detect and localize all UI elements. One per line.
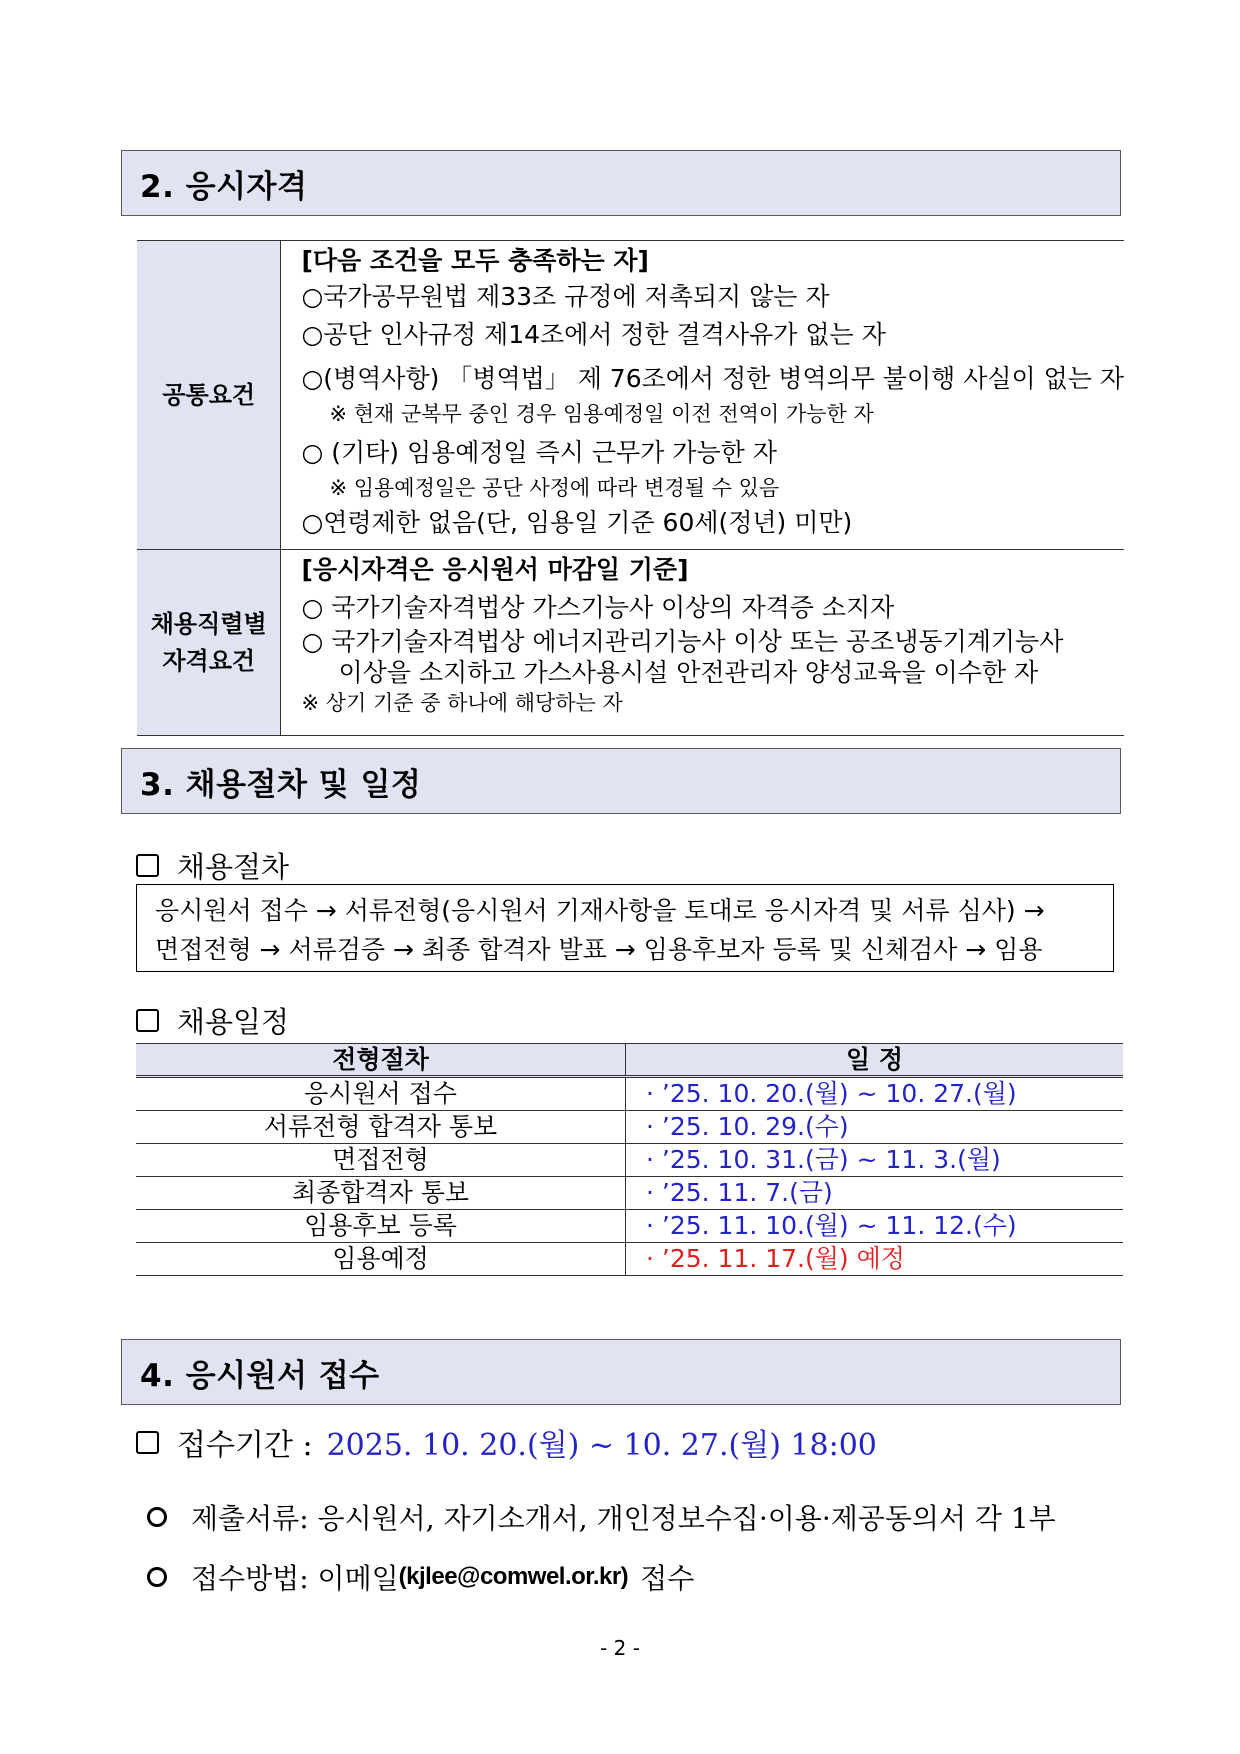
schedule-date: · ’25. 11. 7.(금): [626, 1177, 1124, 1210]
table-row: [136, 1210, 1123, 1243]
schedule-step: 면접전형: [136, 1144, 626, 1177]
schedule-date: · ’25. 10. 29.(수): [626, 1111, 1124, 1144]
table-row: [136, 1077, 1123, 1111]
application-method-prefix: 접수방법: 이메일: [191, 1562, 399, 1595]
procedure-box: [136, 884, 1114, 972]
schedule-step: 서류전형 합격자 통보: [136, 1111, 626, 1144]
common-requirements-row: [137, 241, 1124, 550]
table-row: [136, 1243, 1123, 1276]
job-note: ※ 상기 기준 중 하나에 해당하는 자: [301, 691, 623, 715]
application-method-suffix: 접수: [640, 1562, 695, 1595]
schedule-step: 임용예정: [136, 1243, 626, 1276]
checkbox-icon: [136, 854, 159, 877]
table-row: [136, 1111, 1123, 1144]
common-note: ※ 현재 군복무 중인 경우 임용예정일 이전 전역이 가능한 자: [329, 402, 874, 426]
qualification-table: [137, 240, 1124, 736]
section-3-header: [121, 748, 1121, 814]
common-item: ○국가공무원법 제33조 규정에 저촉되지 않는 자: [301, 282, 830, 311]
job-requirements-label-line2: 자격요건: [162, 646, 256, 675]
schedule-table: [136, 1043, 1123, 1276]
application-period-label: 접수기간 :: [177, 1428, 313, 1463]
job-requirements-label: [137, 550, 281, 736]
common-item: ○ (기타) 임용예정일 즉시 근무가 가능한 자: [301, 438, 777, 467]
schedule-header-date: 일 정: [626, 1044, 1124, 1077]
schedule-date: · ’25. 10. 20.(월) ~ 10. 27.(월): [626, 1077, 1124, 1111]
schedule-step: 응시원서 접수: [136, 1077, 626, 1111]
section-4-title: 4. 응시원서 접수: [140, 1357, 380, 1394]
table-row: [136, 1144, 1123, 1177]
job-requirements-label-line1: 채용직렬별: [150, 609, 267, 638]
application-period: [136, 1420, 877, 1464]
schedule-heading: [136, 1000, 289, 1041]
procedure-line: 면접전형 → 서류검증 → 최종 합격자 발표 → 임용후보자 등록 및 신체검사 → 임용: [155, 935, 1043, 964]
schedule-date: · ’25. 10. 31.(금) ~ 11. 3.(월): [626, 1144, 1124, 1177]
circle-bullet-icon: [147, 1567, 167, 1587]
procedure-line: 응시원서 접수 → 서류전형(응시원서 기재사항을 토대로 응시자격 및 서류 심사) →: [155, 896, 1045, 925]
application-email-link[interactable]: (kjlee@comwel.or.kr): [398, 1563, 629, 1590]
common-note: ※ 임용예정일은 공단 사정에 따라 변경될 수 있음: [329, 476, 780, 500]
common-requirements-heading: [다음 조건을 모두 충족하는 자]: [301, 246, 649, 275]
common-requirements-label: 공통요건: [137, 241, 281, 550]
application-period-value: 2025. 10. 20.(월) ~ 10. 27.(월) 18:00: [326, 1428, 877, 1463]
section-3-title: 3. 채용절차 및 일정: [140, 766, 422, 803]
circle-bullet-icon: [147, 1507, 167, 1527]
common-requirements-content: [281, 241, 1124, 550]
job-item: ○ 국가기술자격법상 에너지관리기능사 이상 또는 공조냉동기계기능사: [301, 627, 1064, 656]
page-number: - 2 -: [600, 1636, 640, 1660]
section-2-title: 2. 응시자격: [140, 168, 308, 205]
schedule-step: 최종합격자 통보: [136, 1177, 626, 1210]
job-requirements-heading: [응시자격은 응시원서 마감일 기준]: [301, 555, 689, 584]
common-item: ○연령제한 없음(단, 임용일 기준 60세(정년) 미만): [301, 508, 853, 537]
application-method: [147, 1557, 694, 1597]
checkbox-icon: [136, 1431, 159, 1454]
section-4-header: [121, 1339, 1121, 1405]
submission-docs-text: 제출서류: 응시원서, 자기소개서, 개인정보수집·이용·제공동의서 각 1부: [191, 1502, 1056, 1535]
job-requirements-row: [137, 550, 1124, 736]
checkbox-icon: [136, 1009, 159, 1032]
schedule-heading-text: 채용일정: [177, 1005, 290, 1039]
job-item: ○ 국가기술자격법상 가스기능사 이상의 자격증 소지자: [301, 593, 895, 622]
schedule-header-step: 전형절차: [136, 1044, 626, 1077]
section-2-header: [121, 150, 1121, 216]
schedule-step: 임용후보 등록: [136, 1210, 626, 1243]
job-requirements-content: [281, 550, 1124, 736]
job-item-continued: 이상을 소지하고 가스사용시설 안전관리자 양성교육을 이수한 자: [338, 658, 1039, 687]
schedule-date: · ’25. 11. 10.(월) ~ 11. 12.(수): [626, 1210, 1124, 1243]
common-item: ○공단 인사규정 제14조에서 정한 결격사유가 없는 자: [301, 320, 886, 349]
table-row: [136, 1177, 1123, 1210]
procedure-heading: [136, 845, 289, 886]
schedule-date: · ’25. 11. 17.(월) 예정: [626, 1243, 1124, 1276]
procedure-heading-text: 채용절차: [177, 850, 290, 884]
common-item: ○(병역사항) 「병역법」 제 76조에서 정한 병역의무 불이행 사실이 없는 자: [301, 364, 1124, 393]
submission-docs: [147, 1497, 1056, 1537]
